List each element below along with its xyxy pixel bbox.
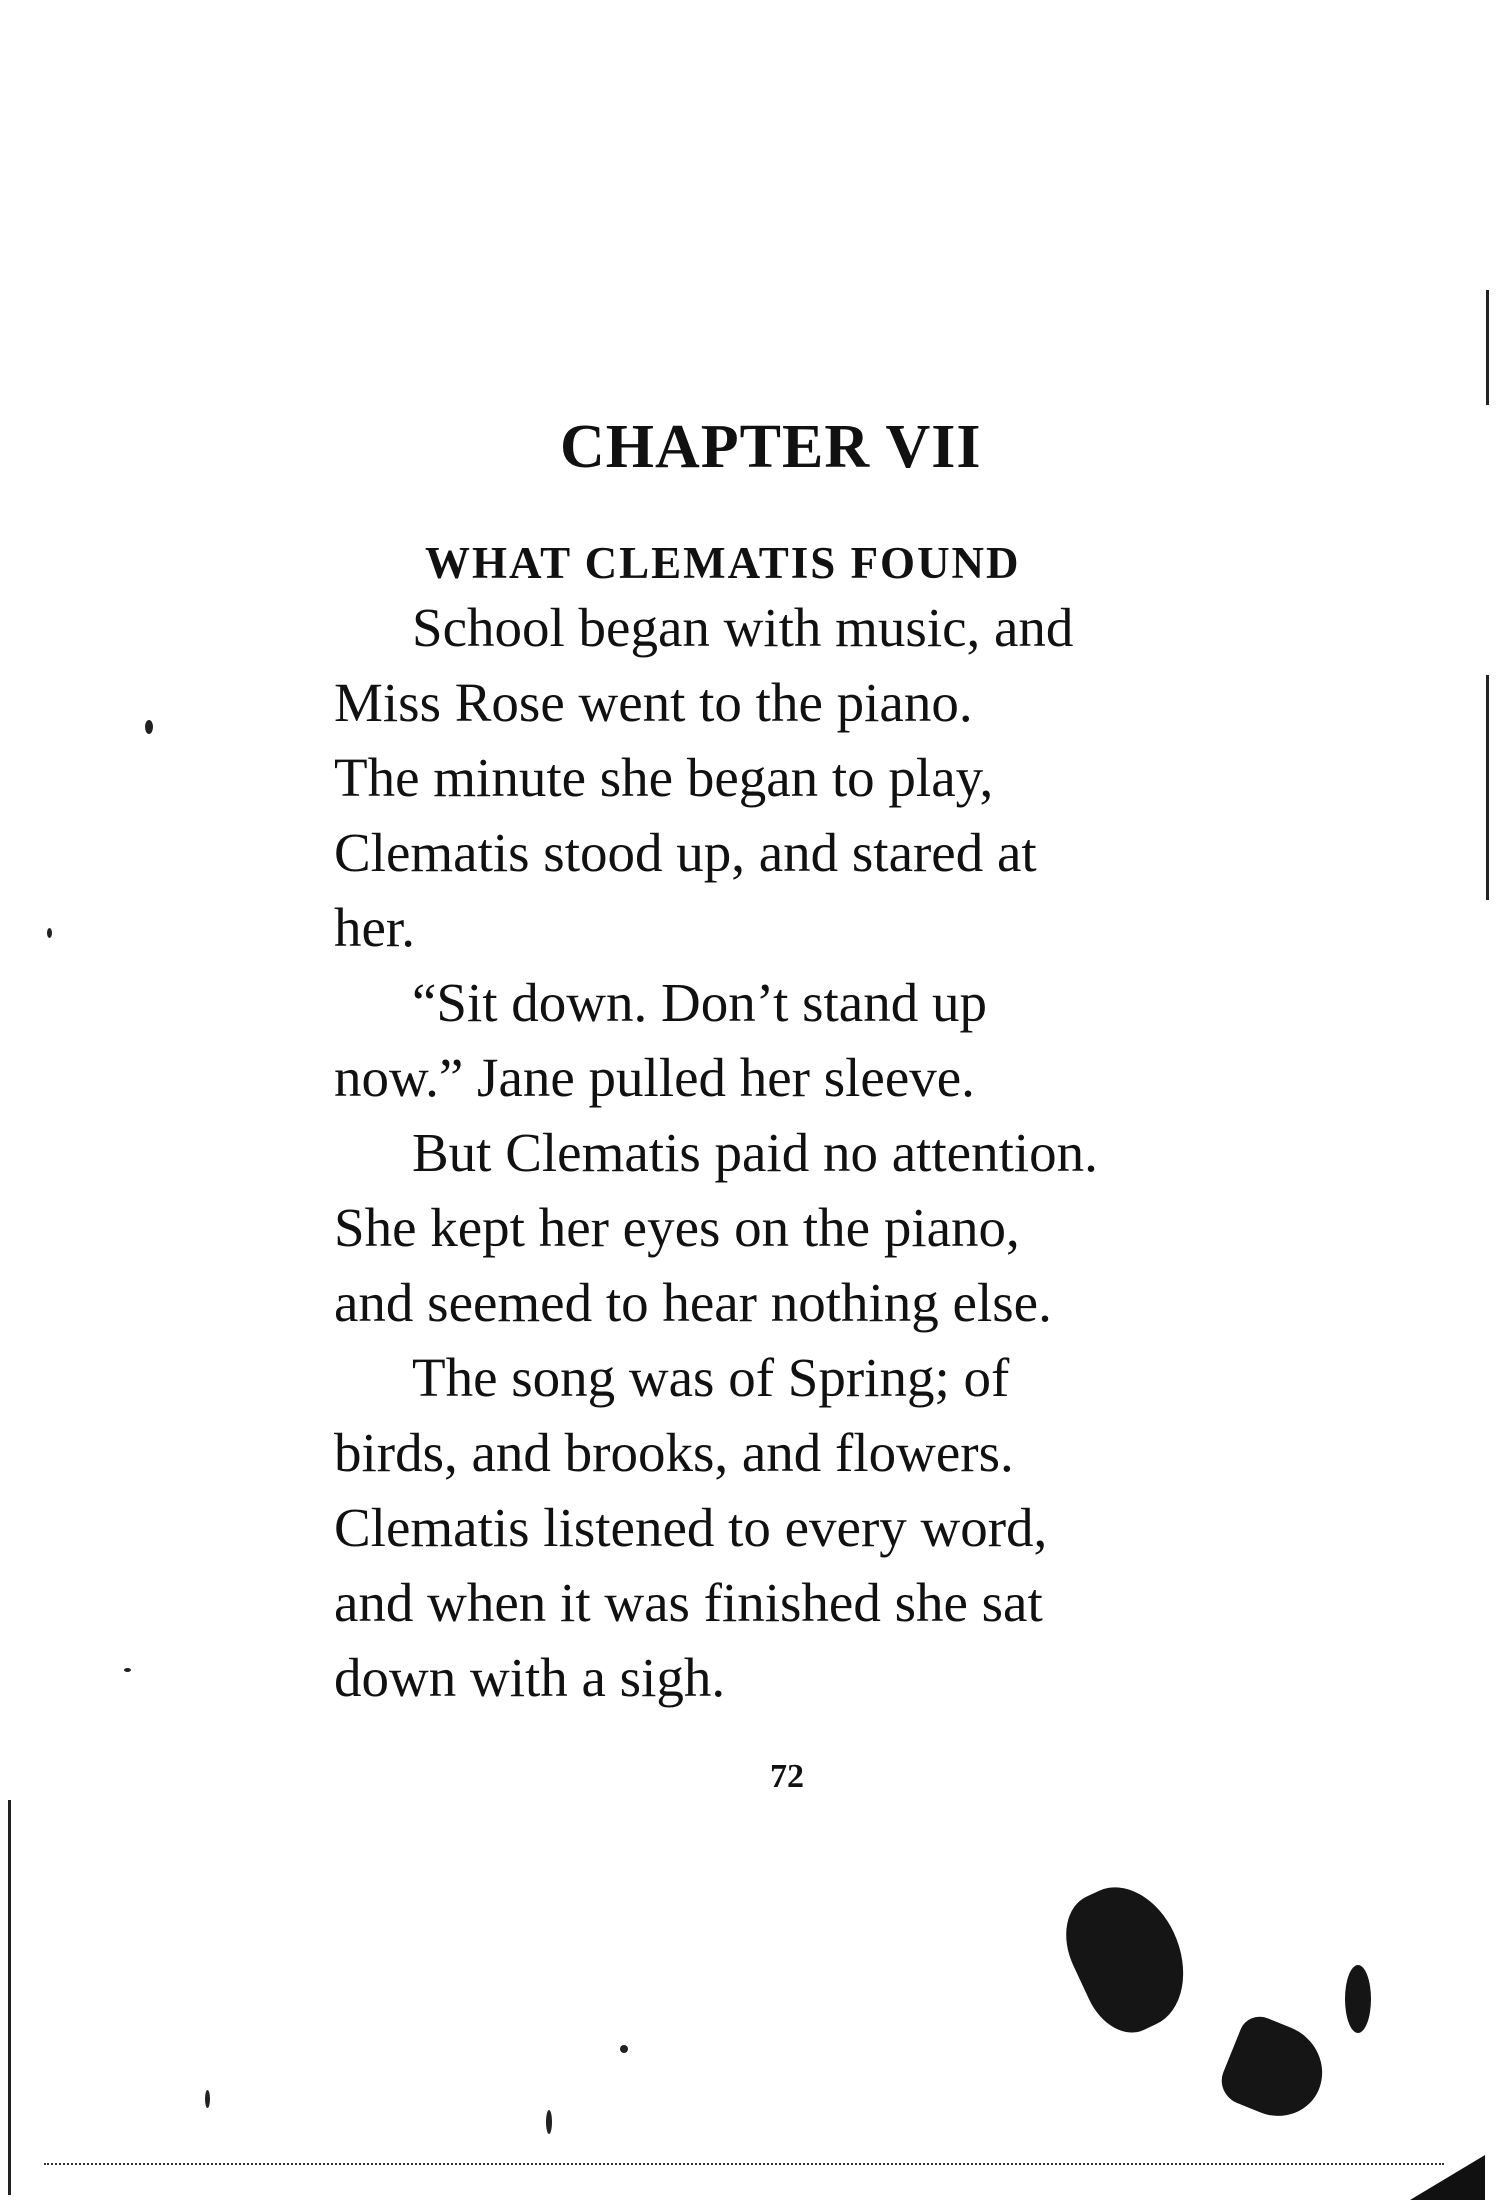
ink-blot: [1345, 1965, 1371, 2033]
body-line: But Clematis paid no attention.: [412, 1122, 1098, 1183]
scan-edge-mark: [1486, 675, 1489, 900]
chapter-subtitle: WHAT CLEMATIS FOUND: [425, 538, 1021, 589]
paper-speck: [124, 1668, 131, 1672]
paper-speck: [47, 928, 52, 938]
body-line: The minute she began to play,: [334, 747, 994, 808]
body-line: her.: [334, 897, 415, 958]
scan-bottom-edge: [44, 2163, 1444, 2169]
chapter-body: [334, 590, 1242, 1715]
body-line: now.” Jane pulled her sleeve.: [334, 1047, 975, 1108]
body-line: and seemed to hear nothing else.: [334, 1272, 1052, 1333]
ink-blot: [1215, 2010, 1337, 2129]
paper-speck: [620, 2045, 628, 2053]
body-line: Clematis listened to every word,: [334, 1497, 1048, 1558]
scan-edge-mark: [1486, 290, 1489, 405]
paper-speck: [145, 720, 153, 734]
body-line: and when it was finished she sat: [334, 1572, 1043, 1633]
body-line: birds, and brooks, and flowers.: [334, 1422, 1014, 1483]
chapter-title: CHAPTER VII: [560, 412, 982, 481]
ink-blot: [1049, 1870, 1205, 2046]
body-line: School began with music, and: [412, 597, 1074, 658]
body-line: She kept her eyes on the piano,: [334, 1197, 1020, 1258]
scan-edge-mark: [8, 1800, 11, 2195]
paper-speck: [546, 2110, 552, 2134]
body-line: down with a sigh.: [334, 1647, 726, 1708]
body-line: Miss Rose went to the piano.: [334, 672, 973, 733]
body-line: The song was of Spring; of: [412, 1347, 1010, 1408]
scan-corner-mark: [1410, 2155, 1485, 2200]
page-number: 72: [770, 1758, 804, 1795]
paper-speck: [205, 2090, 210, 2108]
body-line: “Sit down. Don’t stand up: [412, 972, 987, 1033]
body-line: Clematis stood up, and stared at: [334, 822, 1037, 883]
